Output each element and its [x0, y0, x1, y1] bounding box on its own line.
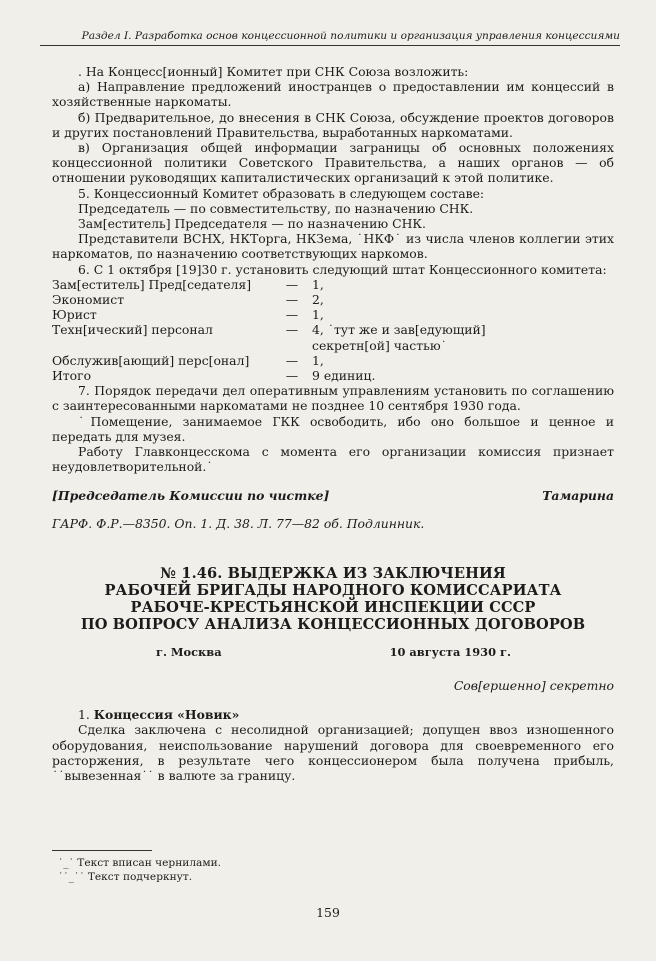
section-number: 1.	[78, 707, 90, 723]
staff-row	[52, 353, 614, 368]
staff-dash: —	[285, 367, 299, 383]
staff-count: секретн[ой] частью˙	[312, 337, 447, 353]
staff-count: 4, ˙тут же и зав[едующий]	[312, 322, 486, 338]
page-number: 159	[316, 905, 340, 920]
archive-source: ГАРФ. Ф.Р.—8350. Оп. 1. Д. 38. Л. 77—82 об. Подлинник.	[52, 515, 425, 531]
paragraph: 6. С 1 октября [19]30 г. установить следующий штат Концессионного комитета:	[78, 261, 607, 277]
staff-dash	[272, 338, 312, 353]
staff-row	[52, 277, 614, 292]
paragraph: Работу Главконцесскома с момента его организации комиссия признает неудовлетворительной.˙	[52, 443, 614, 475]
paragraph: ˙Помещение, занимаемое ГКК освободить, ибо оно большое и ценное и передать для музея.	[52, 413, 614, 444]
section-heading	[52, 707, 614, 722]
document-date: 10 августа 1930 г.	[389, 644, 511, 659]
staff-count: 9 единиц.	[312, 367, 376, 383]
staff-table	[52, 277, 614, 383]
staff-row	[52, 338, 614, 353]
paragraph: б) Предварительное, до внесения в СНК Союза, обсуждение проектов договоров и других постановлений Правительства, выработанных наркоматами.	[52, 109, 614, 140]
paragraph: Представители ВСНХ, НКТорга, НКЗема, ˙НКФ˙ из числа членов коллегии этих наркоматов, по назначению соответствующих наркомов.	[52, 231, 614, 262]
section-title: Концессия «Новик»	[93, 707, 240, 723]
staff-role: Юрист	[52, 307, 97, 323]
running-header: Раздел I. Разработка основ концессионной политики и организация управления концессиями	[40, 30, 620, 46]
place-date-line	[52, 645, 614, 660]
footnotes	[52, 850, 352, 884]
title-line: ПО ВОПРОСУ АНАЛИЗА КОНЦЕССИОННЫХ ДОГОВОРОВ	[80, 615, 586, 633]
staff-dash: —	[285, 307, 299, 323]
paragraph: . На Концесс[ионный] Комитет при СНК Союза возложить:	[78, 64, 469, 79]
staff-role: Техн[ический] персонал	[52, 322, 213, 338]
staff-role: Итого	[52, 367, 92, 383]
signature-title: [Председатель Комиссии по чистке]	[52, 488, 330, 504]
staff-row	[52, 368, 614, 383]
staff-dash: —	[285, 292, 299, 308]
paragraph: Зам[еститель] Председателя — по назначению СНК.	[78, 216, 426, 232]
paragraph: Председатель — по совместительству, по назначению СНК.	[78, 200, 474, 216]
paragraph: а) Направление предложений иностранцев о предоставлении им концессий в хозяйственные наркоматы.	[52, 79, 614, 110]
classification-mark: Сов[ершенно] секретно	[453, 677, 614, 693]
paragraph: Сделка заключена с несолидной организацией; допущен ввоз изношенного оборудования, неиспользование нарушений договора для своевременного его расторжения, в результате чего концессионером была получена прибыль, ˙˙вывезенная˙˙ в валюте за границу.	[52, 722, 614, 783]
staff-row	[52, 307, 614, 322]
staff-dash: —	[285, 322, 299, 338]
footnote: ˙˙_˙˙ Текст подчеркнут.	[58, 871, 193, 883]
staff-role: Обслужив[ающий] перс[онал]	[52, 352, 250, 368]
title-line: РАБОЧЕЙ БРИГАДЫ НАРОДНОГО КОМИССАРИАТА	[104, 581, 562, 599]
document-title	[52, 565, 614, 633]
staff-count: 1,	[312, 352, 324, 368]
staff-dash: —	[285, 276, 299, 292]
footnote-divider	[52, 850, 152, 851]
paragraph: в) Организация общей информации заграницы об основных положениях концессионной политики Советского Правительства, а наших органов — об отношении руководящих капиталистических организаций к этой политике.	[52, 140, 614, 186]
title-line: № 1.46. ВЫДЕРЖКА ИЗ ЗАКЛЮЧЕНИЯ	[160, 564, 506, 582]
staff-role: Зам[еститель] Пред[седателя]	[52, 276, 252, 292]
signature-line	[52, 488, 614, 503]
document-place: г. Москва	[156, 644, 222, 659]
staff-count: 1,	[312, 276, 324, 292]
paragraph: 7. Порядок передачи дел оперативным управлениям установить по соглашению с заинтересованными наркоматами не позднее 10 сентября 1930 года.	[52, 383, 614, 414]
signature-name: Тамарина	[542, 488, 614, 504]
staff-role: Экономист	[52, 292, 125, 308]
staff-row	[52, 292, 614, 307]
staff-count: 2,	[312, 292, 324, 308]
paragraph: 5. Концессионный Комитет образовать в следующем составе:	[78, 185, 485, 201]
staff-dash: —	[285, 352, 299, 368]
footnote: ˙_˙ Текст вписан чернилами.	[58, 857, 222, 869]
document-body	[52, 64, 614, 783]
staff-row	[52, 322, 614, 337]
staff-role	[52, 338, 272, 353]
staff-count: 1,	[312, 307, 324, 323]
title-line: РАБОЧЕ-КРЕСТЬЯНСКОЙ ИНСПЕКЦИИ СССР	[130, 598, 536, 616]
